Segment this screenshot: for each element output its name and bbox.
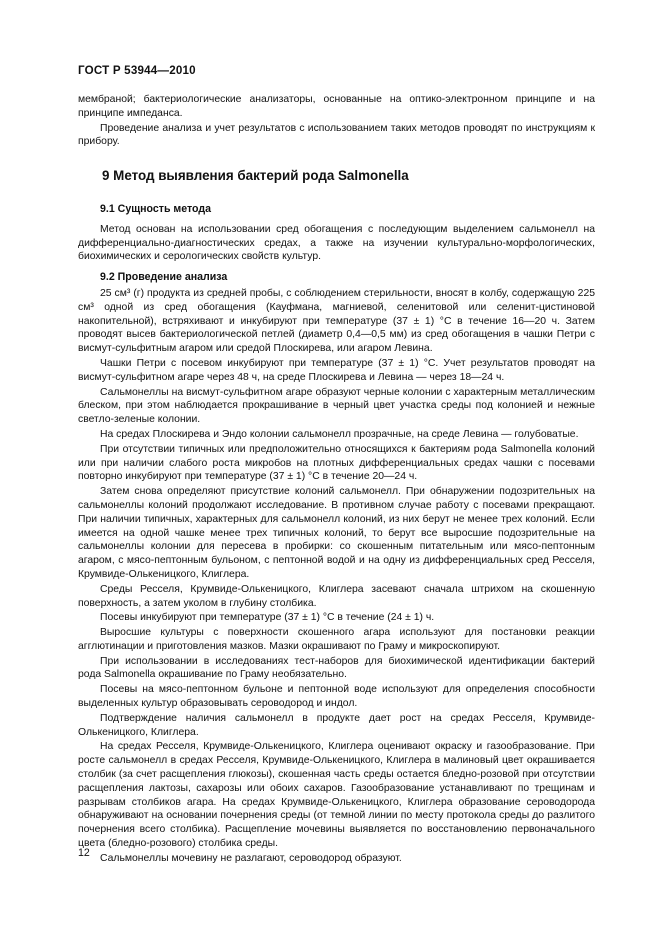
paragraph: Посевы инкубируют при температуре (37 ± 1) °С в течение (24 ± 1) ч. [100,612,435,624]
paragraph: Сальмонеллы на висмут-сульфитном агаре образуют черные колонии с характерным металлическим блеском, при этом наблюдается прокрашивание в черный цвет участка среды под колонией и нежные светло-зеленые колонии. [78,386,595,426]
paragraph: Среды Ресселя, Крумвиде-Олькеницкого, Клиглера засевают сначала штрихом на скошенную поверхность, а затем уколом в глубину столбика. [78,583,595,609]
paragraph: 25 см³ (г) продукта из средней пробы, с соблюдением стерильности, вносят в колбу, содержащую 225 см³ одной из сред обогащения (Кауфмана, магниевой, селенитовой или селенит-цистиновой накопительной), встряхивают и инкубируют при температуре (37 ± 1) °С в течение 16—20 ч. Затем проводят высев бактериологической петлей (диаметр 0,4—0,5 мм) из сред обогащения в чашки Петри с висмут-сульфитным агаром или средой Плоскирева, или агаром Левина. [78,287,595,355]
page-number: 12 [78,847,90,859]
paragraph: При отсутствии типичных или предположительно относящихся к бактериям рода Salmonella колоний или при наличии слабого роста микробов на плотных дифференциальных средах чашки с посевами повторно инкубируют при температуре (37 ± 1) °С в течение 20—24 ч. [78,443,595,483]
paragraph: Посевы на мясо-пептонном бульоне и пептонной воде используют для определения способности выделенных культур образовывать сероводород и индол. [78,684,595,710]
paragraph: При использовании в исследованиях тест-наборов для биохимической идентификации бактерий рода Salmonella окрашивание по Граму необязательно. [78,655,595,681]
paragraph: На средах Плоскирева и Эндо колонии сальмонелл прозрачные, на среде Левина — голубоватые. [100,428,579,440]
subsection-9-1-title: 9.1 Сущность метода [100,202,212,215]
paragraph: Подтверждение наличия сальмонелл в продукте дает рост на средах Ресселя, Крумвиде-Олькеницкого, Клиглера. [78,712,595,738]
body-text [78,93,595,867]
intro-paragraph-2: Проведение анализа и учет результатов с использованием таких методов проводят по инструкциям к прибору. [78,122,595,148]
document-code-header: ГОСТ Р 53944—2010 [78,64,196,77]
paragraph: Чашки Петри с посевом инкубируют при температуре (37 ± 1) °С. Учет результатов проводят на висмут-сульфитном агаре через 48 ч, на среде Плоскирева и Левина — через 18—24 ч. [78,357,595,383]
paragraph: Сальмонеллы мочевину не разлагают, сероводород образуют. [100,852,402,864]
subsection-9-1-text: Метод основан на использовании сред обогащения с последующим выделением сальмонелл на дифференциально-диагностических средах, а также на изучении культурально-морфологических, биохимических и серологических свойств культур. [78,223,595,263]
intro-paragraph-1: мембраной; бактериологические анализаторы, основанные на оптико-электронном принципе и на принципе импеданса. [78,94,595,119]
paragraph: Выросшие культуры с поверхности скошенного агара используют для постановки реакции агглютинации и приготовления мазков. Мазки окрашивают по Граму и микроскопируют. [78,627,595,652]
paragraph: Затем снова определяют присутствие колоний сальмонелл. При обнаружении подозрительных на сальмонеллы колоний продолжают исследование. В противном случае работу с посевами прекращают. При наличии типичных, характерных для сальмонелл колоний, из них берут не менее трех колоний. Если имеется на одной чашке менее трех типичных колоний, то берут все выросшие подозрительные на сальмонеллы колонии для пересева в пробирки: со скошенным питательным или мясо-пептонным агаром, с мясо-пептонным бульоном, с пептонной водой и на одну из дифференциальных сред Ресселя, Крумвиде-Олькеницкого, Клиглера. [78,486,595,580]
section-9-title: 9 Метод выявления бактерий рода Salmonella [102,168,409,184]
subsection-9-2-title: 9.2 Проведение анализа [100,271,228,284]
paragraph: На средах Ресселя, Крумвиде-Олькеницкого, Клиглера оценивают окраску и газообразование. При росте сальмонелл в средах Ресселя, Крумвиде-Олькеницкого, Клиглера в малиновый цвет окрашивается столбик (за счет расщепления глюкозы), скошенная часть среды остается бледно-розовой при отсутствии расщепления лактозы, сахарозы или обоих сахаров. Газообразование устанавливают по трещинам и разрывам столбиков агара. На средах Крумвиде-Олькеницкого, Клиглера образование сероводорода обнаруживают на основании почернения среды (от темной линии по месту протокола среды до разлитого почернения всего столбика). Расщепление мочевины выявляется по восстановлению первоначального цвета (бледно-розового) столбика среды. [78,741,595,850]
